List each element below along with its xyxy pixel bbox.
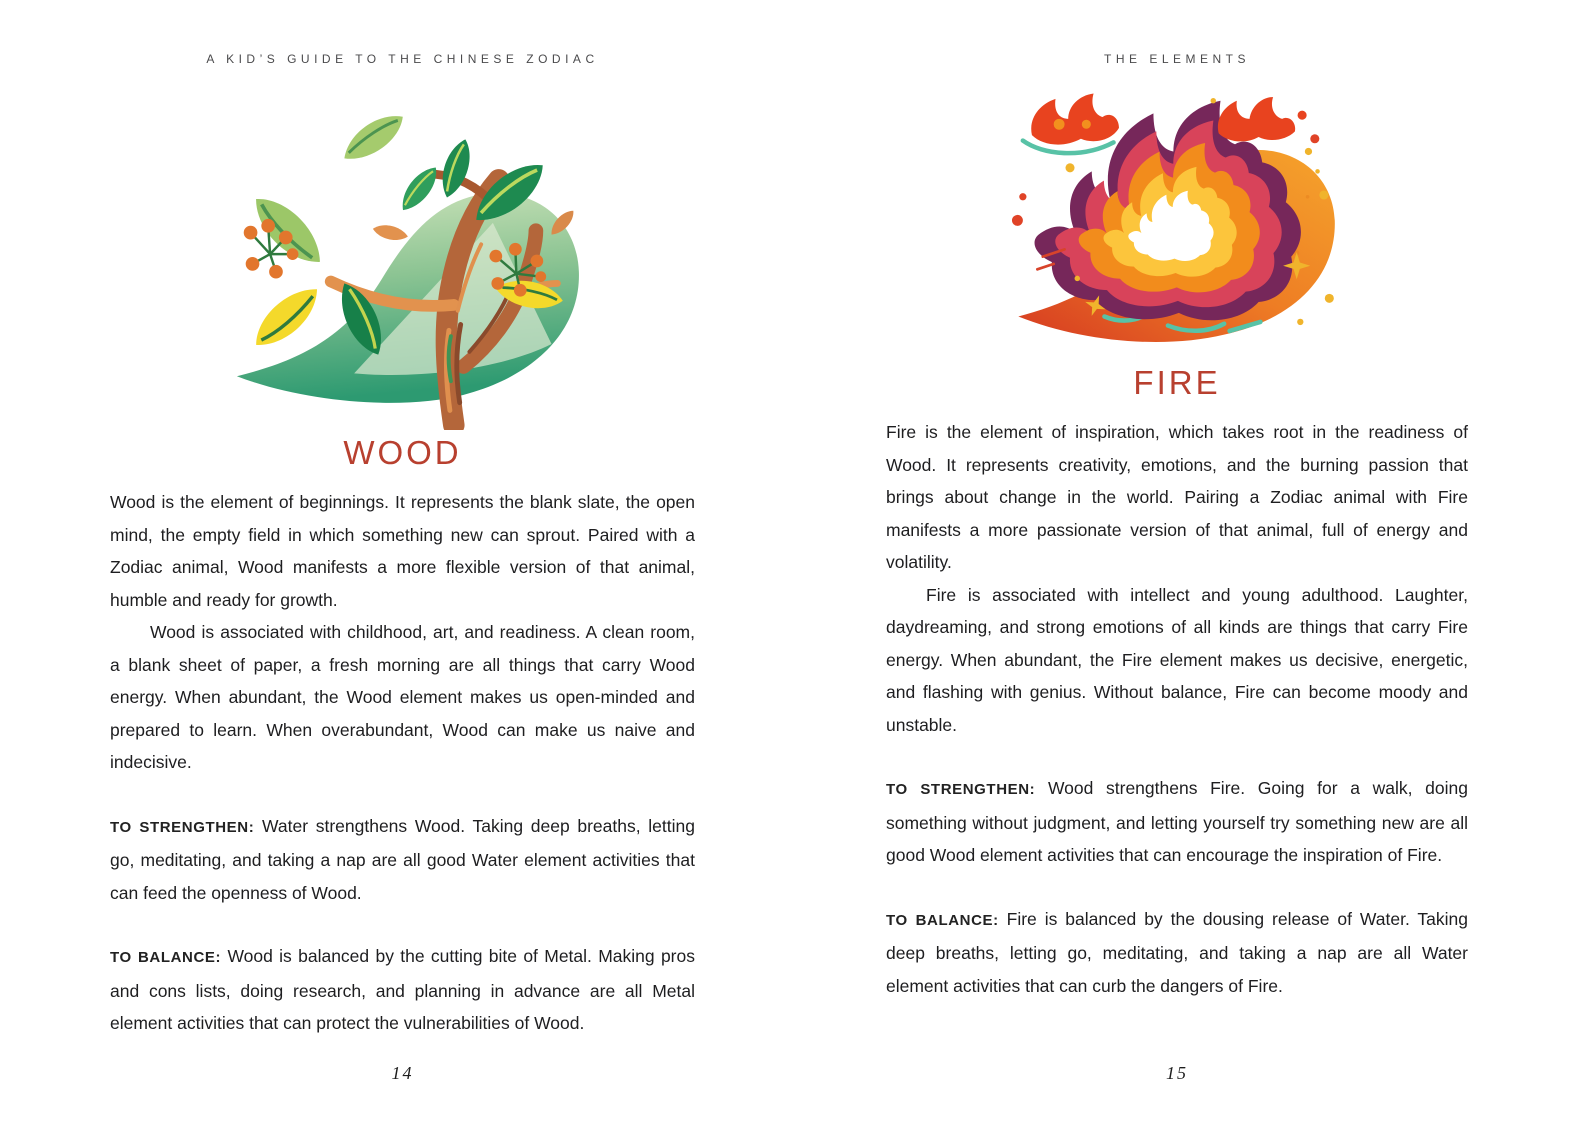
balance-paragraph xyxy=(110,940,695,1040)
fire-flame-icon xyxy=(987,88,1367,360)
strengthen-text: Water strengthens Wood. Taking deep breaths, letting go, meditating, and taking a nap are all good Water element activities that can feed the openness of Wood. xyxy=(110,815,695,903)
strengthen-label: TO STRENGTHEN: xyxy=(886,781,1036,798)
balance-paragraph xyxy=(886,903,1468,1003)
strengthen-paragraph xyxy=(886,772,1468,872)
strengthen-text: Wood strengthens Fire. Going for a walk, doing something without judgment, and letting yourself try something new are all good Wood element activities that can encourage the inspiration of Fire. xyxy=(886,778,1468,865)
page-number: 15 xyxy=(1166,1063,1188,1083)
balance-label: TO BALANCE: xyxy=(110,949,222,966)
intro-paragraph: Wood is the element of beginnings. It represents the blank slate, the open mind, the empty field in which something new can sprout. Paired with a Zodiac animal, Wood manifests a more flexible version of that animal, humble and ready for growth. xyxy=(110,492,695,610)
strengthen-paragraph xyxy=(110,810,695,910)
fire-illustration xyxy=(886,92,1468,360)
running-head-left: A KID’S GUIDE TO THE CHINESE ZODIAC xyxy=(206,52,599,66)
strengthen-label: TO STRENGTHEN: xyxy=(110,818,255,836)
wood-tree-icon xyxy=(203,88,603,430)
body-paragraph: Wood is associated with childhood, art, and readiness. A clean room, a blank sheet of paper, a fresh morning are all things that carry Wood energy. When abundant, the Wood element makes us open-minded and prepared to learn. When overabundant, Wood can make us naive and indecisive. xyxy=(110,622,695,772)
page-number: 14 xyxy=(391,1063,414,1083)
balance-text: Wood is balanced by the cutting bite of Metal. Making pros and cons lists, doing research, and planning in advance are all Metal element activities that can protect the vulnerabilities of Wood. xyxy=(110,946,695,1033)
page-fire xyxy=(886,0,1468,1142)
intro-paragraph: Fire is the element of inspiration, which takes root in the readiness of Wood. It represents creativity, emotions, and the burning passion that brings about change in the world. Pairing a Zodiac animal with Fire manifests a more passionate version of that animal, full of energy and volatility. xyxy=(886,422,1468,572)
body-paragraph: Fire is associated with intellect and young adulthood. Laughter, daydreaming, and strong emotions of all kinds are things that carry Fire energy. When abundant, the Fire element makes us decisive, energetic, and flashing with genius. Without balance, Fire can become moody and unstable. xyxy=(886,584,1468,735)
balance-text: Fire is balanced by the dousing release of Water. Taking deep breaths, letting go, meditating, and taking a nap are all Water element activities that can curb the dangers of Fire. xyxy=(886,908,1468,996)
balance-label: TO BALANCE: xyxy=(886,911,999,929)
wood-illustration xyxy=(110,88,695,430)
page-wood xyxy=(110,0,695,1142)
page-title: WOOD xyxy=(343,434,462,471)
running-head-right: THE ELEMENTS xyxy=(1103,52,1250,66)
page-title: FIRE xyxy=(1133,364,1221,401)
